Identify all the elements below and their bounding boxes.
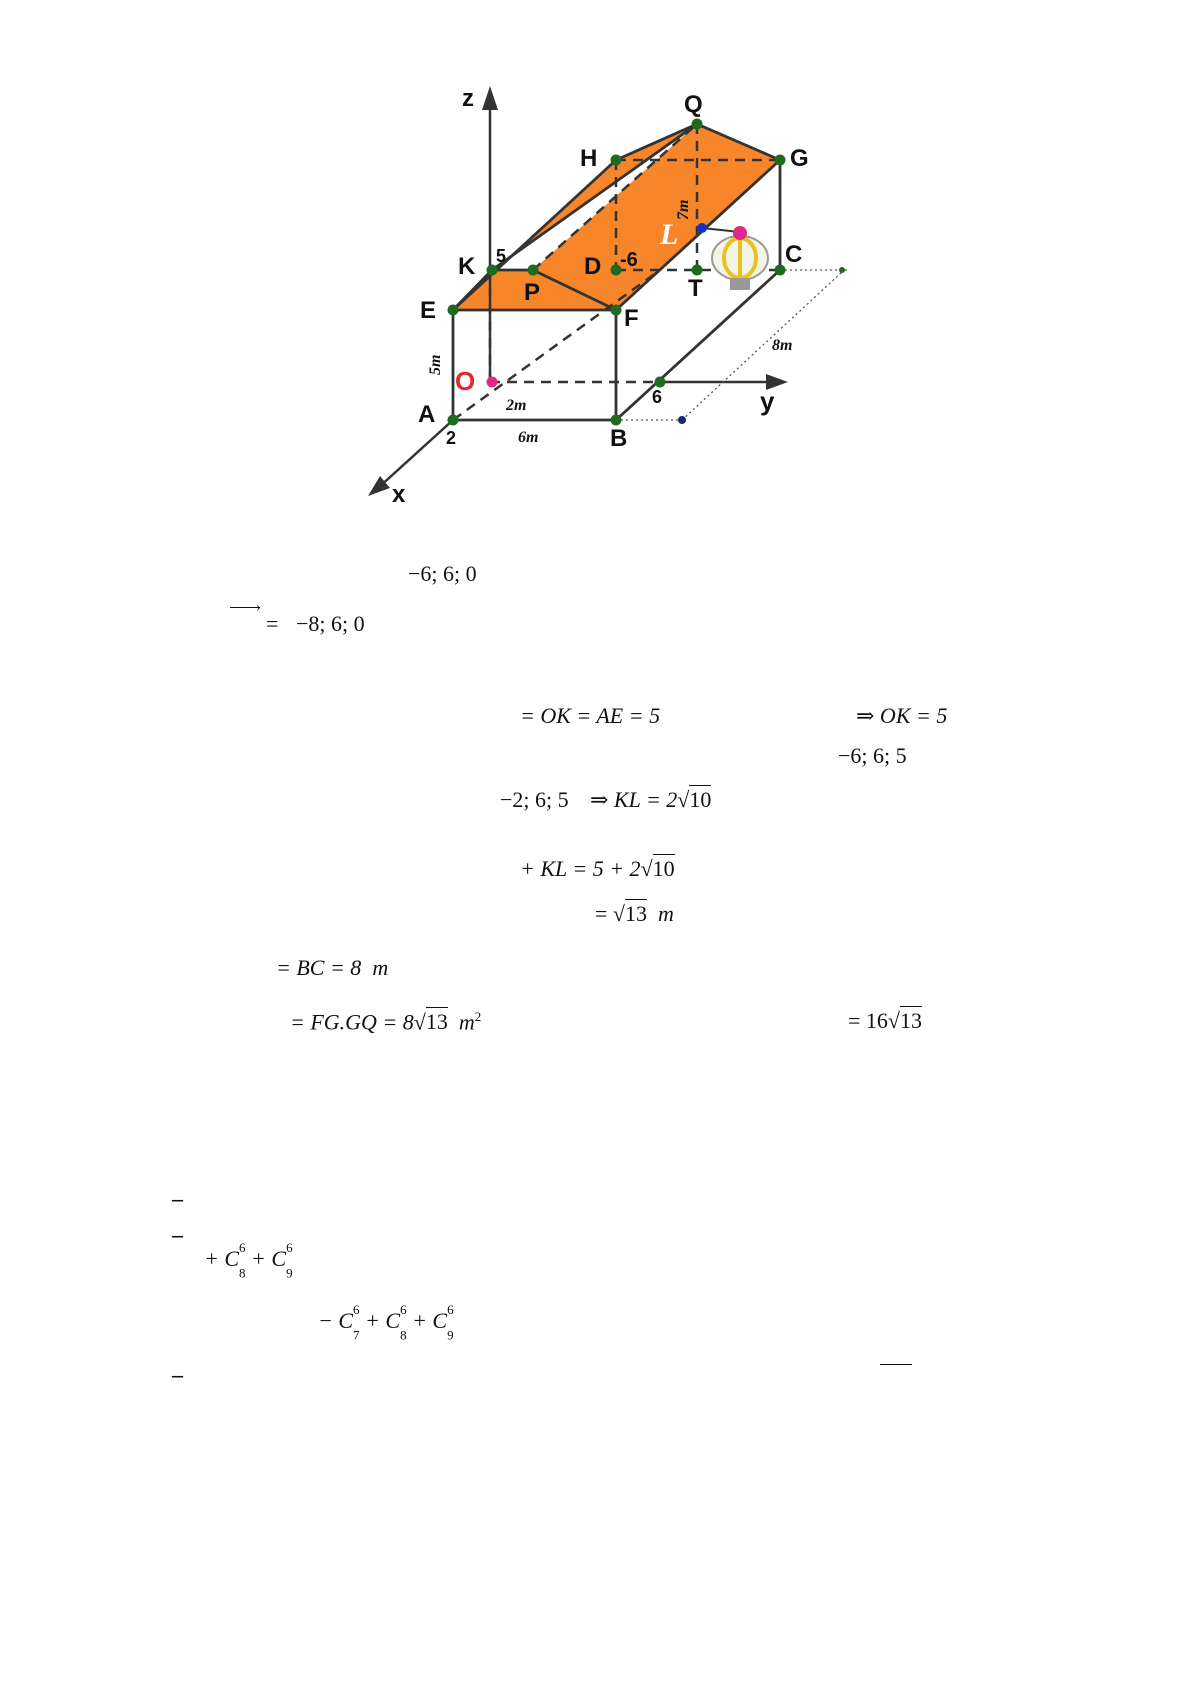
vertex-label-b: B [610, 425, 628, 452]
tick-label-6: 6 [652, 387, 663, 407]
line-10-prefix: + C [204, 1245, 240, 1271]
measure-8m: 8m [772, 337, 793, 354]
bullet-dash-2: – [172, 1222, 183, 1247]
line-9-exponent: 2 [474, 1009, 482, 1024]
line-9b-radicand: 13 [900, 1008, 922, 1033]
vertex-label-k: K [458, 253, 476, 280]
dimension-end-dot [678, 416, 686, 424]
measure-2m: 2m [506, 397, 527, 414]
line-11-sub-3: 9 [447, 1327, 454, 1343]
vertex-label-c: C [785, 241, 803, 268]
vector-arrow-head: › [256, 600, 261, 615]
lamp-label-l: L [660, 218, 679, 251]
line-11-prefix: − C [318, 1307, 354, 1333]
line-11-plus-2: + C [406, 1307, 448, 1333]
tick-label-5: 5 [496, 246, 507, 266]
line-10-sub-1: 8 [239, 1265, 246, 1281]
line-11-combination [318, 1304, 454, 1342]
line-11-sub-1: 7 [353, 1327, 360, 1343]
line-6-prefix: + KL = 5 + 2 [520, 856, 641, 881]
geometry-figure [0, 0, 1192, 560]
vertex-label-a: A [418, 401, 436, 428]
line-10-mid: + C [245, 1245, 287, 1271]
measure-7m: 7m [675, 199, 692, 220]
line-9b-prefix: = 16 [848, 1008, 888, 1033]
vertex-label-e: E [420, 297, 437, 324]
line-8-unit: m [372, 955, 389, 980]
measure-5m: 5m [427, 354, 444, 375]
measure-6m: 6m [518, 429, 539, 446]
vertex-label-f: F [624, 305, 639, 332]
line-9-prefix: = FG.GQ = 8 [290, 1009, 414, 1035]
line-5-kl-prefix: ⇒ KL = 2 [590, 787, 678, 812]
line-7-root13: = √13 m [595, 901, 674, 926]
bullet-dash-1: – [172, 1186, 183, 1211]
vertex-label-g: G [790, 145, 809, 172]
line-7-radicand: 13 [625, 901, 647, 926]
line-8-prefix: = BC = 8 [276, 955, 362, 980]
fraction-bar [880, 1364, 912, 1365]
vertex-label-d: D [584, 253, 602, 280]
line-11-sup-3: 6 [447, 1302, 454, 1317]
line-8-bc [276, 957, 388, 979]
line-10-sup-1: 6 [239, 1240, 246, 1255]
lamp-point [697, 223, 707, 233]
line-5-radicand: 10 [689, 787, 712, 812]
vertex-label-p: P [524, 279, 541, 306]
x-axis [378, 420, 453, 488]
axis-label-z: z [462, 85, 474, 112]
vertex-label-h: H [580, 145, 598, 172]
line-6-radicand: 10 [652, 856, 675, 881]
line-5-coords: −2; 6; 5 [500, 787, 569, 812]
line-10-combination [204, 1242, 293, 1280]
line-2-equals: = [266, 611, 279, 636]
dimension-end-dot [839, 267, 845, 273]
vertex-label-o: O [455, 366, 476, 396]
line-6-sum: + KL = 5 + 2√10 [520, 856, 675, 881]
line-9-total: = 16√13 [848, 1008, 922, 1033]
line-3-implies-ok: ⇒ OK = 5 [856, 703, 948, 728]
line-9-radicand: 13 [425, 1009, 448, 1035]
axis-label-x: x [392, 481, 406, 508]
line-11-sub-2: 8 [400, 1327, 407, 1343]
line-3-eq-ok-ae: = OK = AE = 5 [520, 703, 661, 728]
line-7-unit: m [658, 901, 674, 926]
line-10-sup-2: 6 [286, 1240, 293, 1255]
origin-dot [487, 377, 498, 388]
line-11-plus-1: + C [359, 1307, 401, 1333]
line-11-sup-1: 6 [353, 1302, 360, 1317]
bullet-dash-3: – [172, 1362, 183, 1387]
line-10-sub-2: 9 [286, 1265, 293, 1281]
line-9-area: = FG.GQ = 8√13 $m^2$ [290, 1009, 482, 1035]
line-5-kl: ⇒ KL = 2√10 [590, 787, 712, 812]
tick-label-2: 2 [446, 428, 457, 448]
z-axis-arrow [482, 86, 498, 110]
tick-label-neg6: -6 [620, 249, 638, 271]
line-1-coords: −6; 6; 0 [408, 561, 477, 586]
vertex-label-q: Q [684, 91, 703, 118]
line-4-coords: −6; 6; 5 [838, 743, 907, 768]
line-9-unit: m [458, 1009, 475, 1035]
axis-label-y: y [760, 386, 775, 416]
line-2-coords: −8; 6; 0 [296, 611, 365, 636]
line-7-prefix: = [595, 901, 608, 926]
line-11-sup-2: 6 [400, 1302, 407, 1317]
vertex-label-t: T [688, 275, 703, 302]
lamp-icon [712, 226, 768, 290]
